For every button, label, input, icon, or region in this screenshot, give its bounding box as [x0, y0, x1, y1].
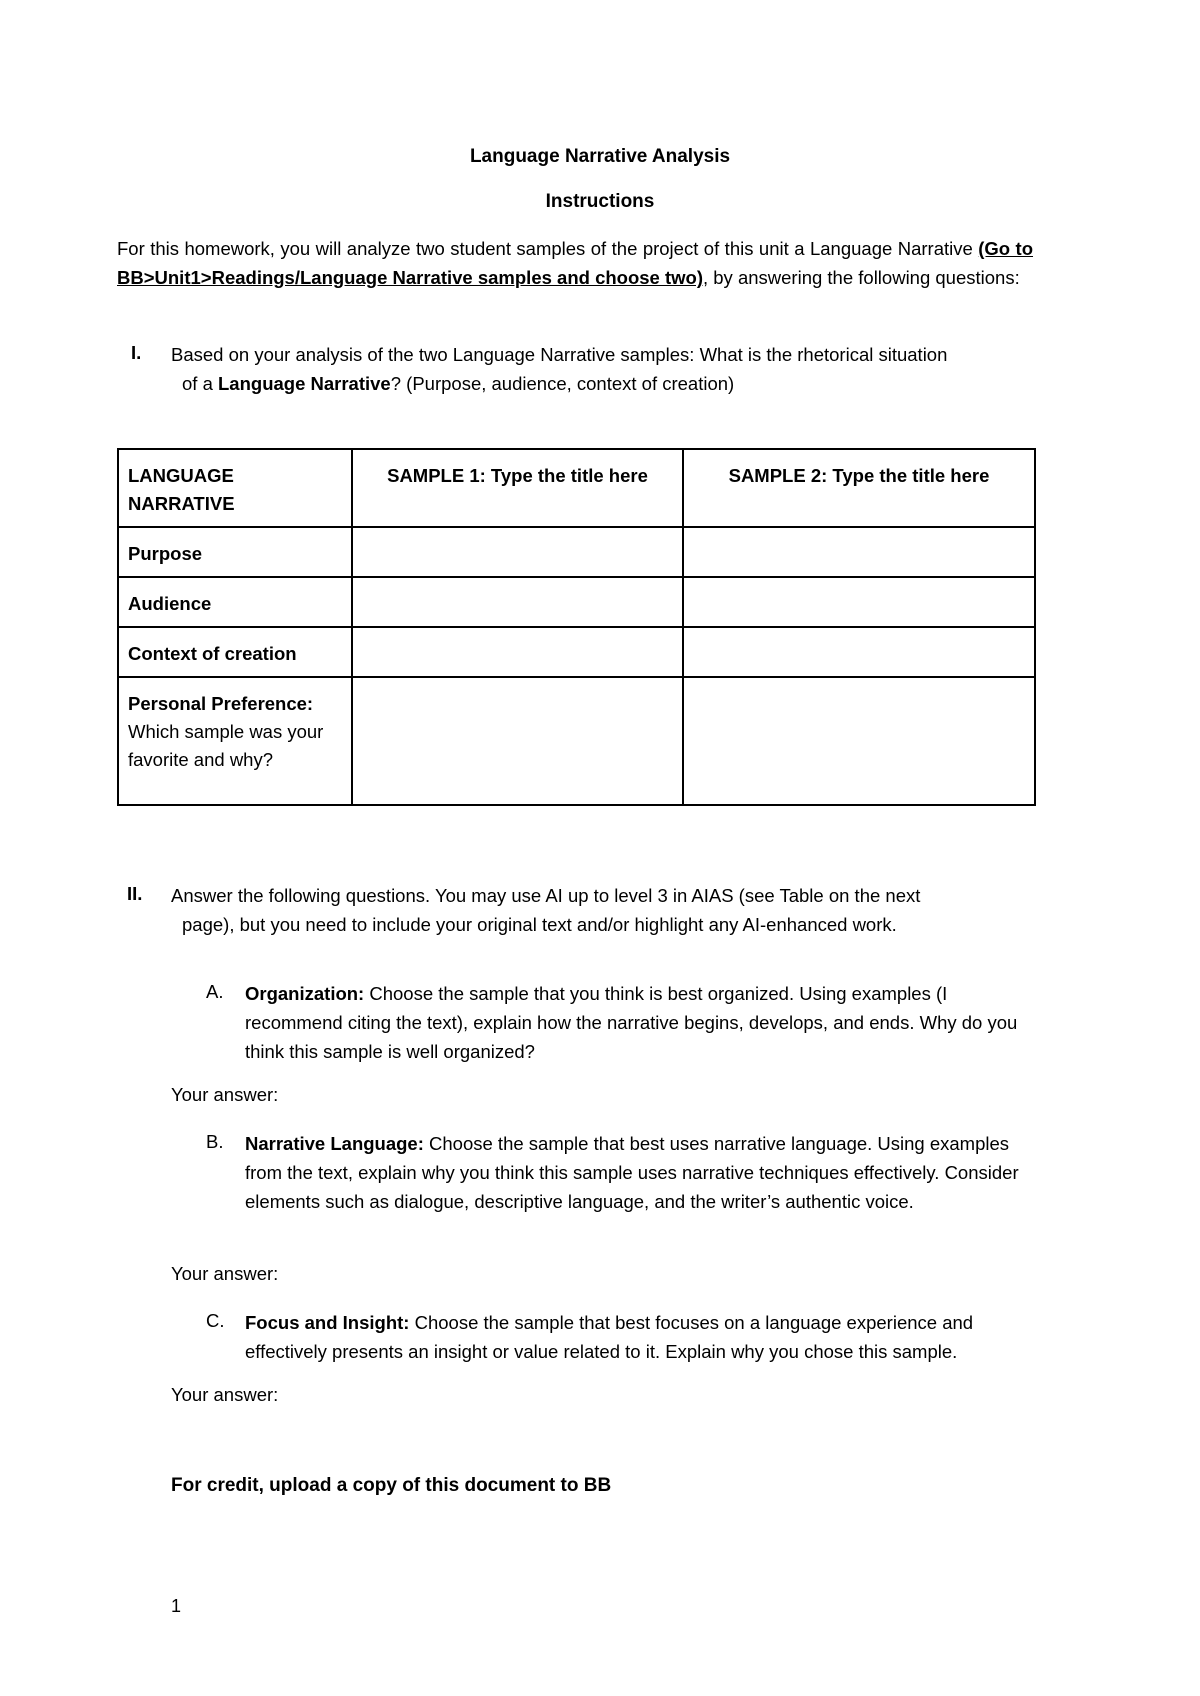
question-b-text: Narrative Language: Choose the sample that best uses narrative language. Using examples from the text, explain why you think this sample uses narrative techniques effectively. Consider elements such as dialogue, descriptive language, and the writer’s authentic voice.: [245, 1133, 1019, 1212]
section-one-line-2: of a Language Narrative? (Purpose, audience, context of creation): [182, 373, 735, 394]
rhetorical-situation-table: [117, 448, 1036, 806]
preference-sample-2-cell[interactable]: [683, 677, 1035, 805]
context-sample-2-cell[interactable]: [683, 627, 1035, 677]
question-c-heading: Focus and Insight:: [245, 1312, 410, 1333]
instructions-heading: Instructions: [545, 191, 655, 212]
section-one-numeral: I.: [131, 342, 142, 363]
intro-text-before: For this homework, you will analyze two student samples of the project of this unit a Language Narrative: [117, 238, 979, 259]
question-a-heading: Organization:: [245, 983, 365, 1004]
blackboard-path-link[interactable]: (Go to BB>Unit1>Readings/Language Narrative samples and choose two): [117, 238, 1034, 288]
question-b-letter: B.: [206, 1131, 224, 1152]
purpose-sample-1-cell[interactable]: [352, 527, 683, 577]
question-a-text: Organization: Choose the sample that you think is best organized. Using examples (I recommend citing the text), explain how the narrative begins, develops, and ends. Why do you think this sample is well organized?: [245, 983, 1018, 1062]
intro-paragraph: [117, 234, 1033, 292]
language-narrative-term: Language Narrative: [218, 373, 391, 394]
table-row: [118, 677, 1035, 805]
audience-sample-1-cell[interactable]: [352, 577, 683, 627]
section-one-question: [171, 340, 1041, 398]
personal-preference-description: Which sample was your favorite and why?: [128, 721, 324, 770]
row-label-context: Context of creation: [118, 627, 352, 677]
purpose-sample-2-cell[interactable]: [683, 527, 1035, 577]
credit-instruction: For credit, upload a copy of this document to BB: [171, 1475, 612, 1496]
header-cell-language-narrative: LANGUAGE NARRATIVE: [118, 449, 352, 527]
table-row: [118, 577, 1035, 627]
section-two-line-1: Answer the following questions. You may use AI up to level 3 in AIAS (see Table on the next: [171, 885, 921, 906]
row-label-audience: Audience: [118, 577, 352, 627]
question-c-text: Focus and Insight: Choose the sample that best focuses on a language experience and effectively presents an insight or value related to it. Explain why you chose this sample.: [245, 1312, 974, 1362]
page-number: 1: [171, 1596, 182, 1616]
section-two-numeral: II.: [127, 883, 143, 904]
question-a-answer-label[interactable]: Your answer:: [171, 1084, 279, 1105]
question-c-answer-label[interactable]: Your answer:: [171, 1384, 279, 1405]
section-two-instructions: [171, 881, 1041, 939]
table-row: [118, 627, 1035, 677]
context-sample-1-cell[interactable]: [352, 627, 683, 677]
intro-text-after: , by answering the following questions:: [702, 267, 1020, 288]
row-label-personal-preference: Personal Preference: Which sample was your favorite and why?: [118, 677, 352, 805]
audience-sample-2-cell[interactable]: [683, 577, 1035, 627]
table-header-row: [118, 449, 1035, 527]
preference-sample-1-cell[interactable]: [352, 677, 683, 805]
section-two-line-2: page), but you need to include your original text and/or highlight any AI-enhanced work.: [182, 914, 897, 935]
question-a-letter: A.: [206, 981, 224, 1002]
document-title: Language Narrative Analysis: [469, 146, 731, 167]
row-label-purpose: Purpose: [118, 527, 352, 577]
section-one-line-1: Based on your analysis of the two Language Narrative samples: What is the rhetorical situation: [171, 344, 948, 365]
header-cell-sample-2[interactable]: SAMPLE 2: Type the title here: [683, 449, 1035, 527]
table-row: [118, 527, 1035, 577]
question-b-heading: Narrative Language:: [245, 1133, 424, 1154]
question-b-answer-label[interactable]: Your answer:: [171, 1263, 279, 1284]
header-cell-sample-1[interactable]: SAMPLE 1: Type the title here: [352, 449, 683, 527]
question-c-letter: C.: [206, 1310, 225, 1331]
